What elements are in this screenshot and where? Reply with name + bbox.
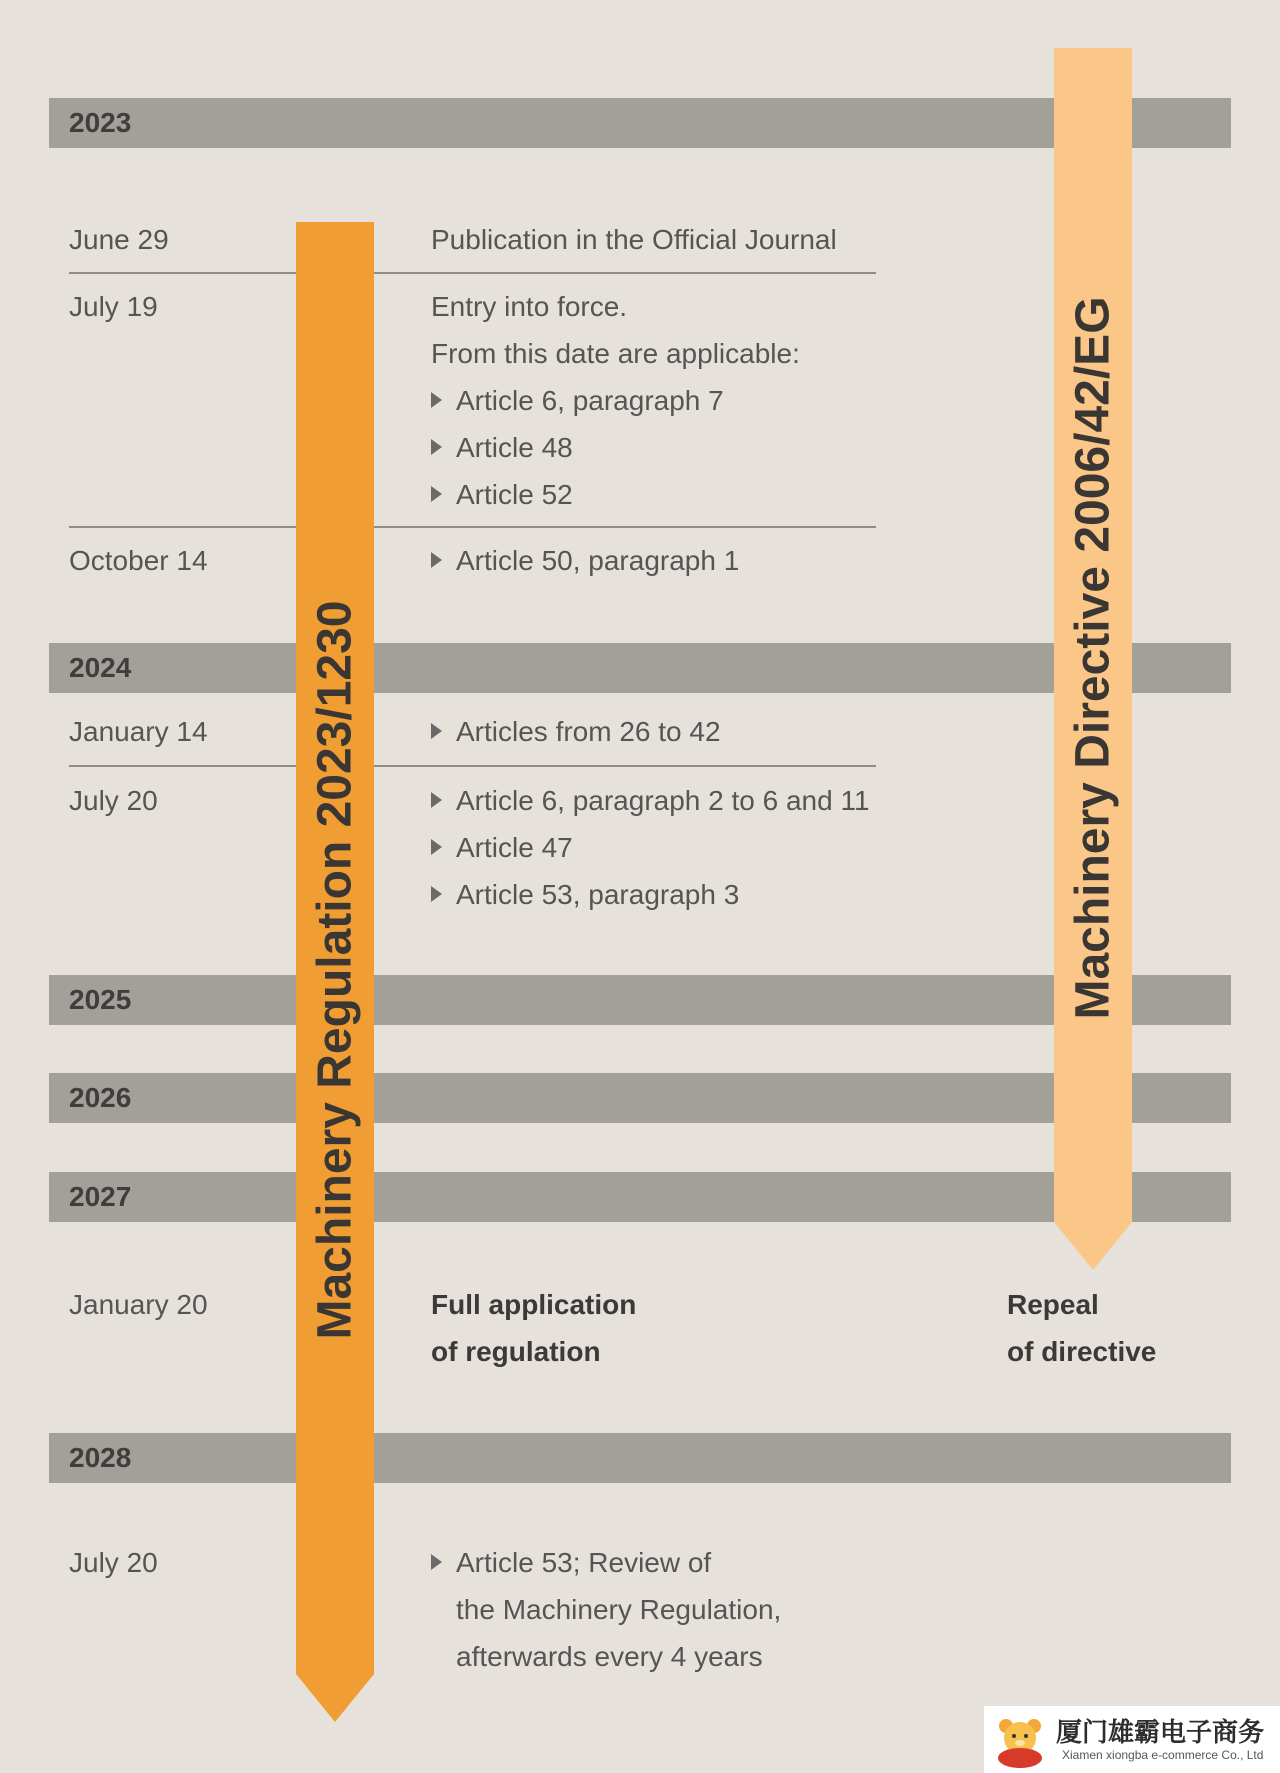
event-date: June 29 (69, 224, 169, 255)
triangle-bullet-icon (431, 486, 442, 502)
year-label: 2025 (69, 984, 132, 1015)
bullet-text: Article 53, paragraph 3 (456, 879, 740, 910)
directive-milestone: Repeal (1007, 1289, 1099, 1320)
triangle-bullet-icon (431, 552, 442, 568)
separator-line (69, 526, 296, 528)
separator-line (374, 272, 876, 274)
watermark-company-cn: 厦门雄霸电子商务 (1056, 1717, 1265, 1747)
bullet-item (431, 545, 739, 577)
directive-milestone: of directive (1007, 1336, 1157, 1367)
watermark-logo (984, 1706, 1280, 1773)
regulation-milestone: of regulation (431, 1336, 601, 1367)
bullet-continuation: afterwards every 4 years (456, 1641, 763, 1672)
year-label: 2027 (69, 1181, 132, 1212)
year-label: 2028 (69, 1442, 132, 1473)
regulation-milestone: Full application (431, 1289, 637, 1320)
triangle-bullet-icon (431, 723, 442, 739)
bear-mascot-icon (992, 1714, 1048, 1768)
triangle-bullet-icon (431, 392, 442, 408)
event-date: October 14 (69, 545, 208, 576)
event-text: Entry into force. (431, 291, 628, 322)
year-bar-2023 (49, 98, 1231, 148)
directive-title: Machinery Directive 2006/42/EG (1066, 296, 1120, 1020)
year-label: 2023 (69, 107, 132, 138)
year-bar-2026 (49, 1073, 1231, 1123)
bullet-text: Articles from 26 to 42 (456, 716, 721, 747)
triangle-bullet-icon (431, 1554, 442, 1570)
bullet-item (431, 1547, 711, 1579)
bullet-item (431, 832, 573, 864)
watermark-company-en: Xiamen xiongba e-commerce Co., Ltd (1062, 1748, 1264, 1762)
triangle-bullet-icon (431, 886, 442, 902)
bullet-continuation: the Machinery Regulation, (456, 1594, 782, 1625)
year-label: 2026 (69, 1082, 132, 1113)
triangle-bullet-icon (431, 839, 442, 855)
triangle-bullet-icon (431, 439, 442, 455)
bullet-text: Article 50, paragraph 1 (456, 545, 740, 576)
bullet-item (431, 879, 739, 911)
triangle-bullet-icon (431, 792, 442, 808)
bullet-item (431, 785, 870, 817)
year-bar-2028 (49, 1433, 1231, 1483)
bullet-item (431, 385, 724, 417)
year-label: 2024 (69, 652, 132, 683)
bullet-item (431, 479, 573, 511)
separator-line (69, 765, 296, 767)
event-date: January 14 (69, 716, 208, 747)
bullet-item (431, 432, 573, 464)
separator-line (374, 526, 876, 528)
bullet-text: Article 53; Review of (456, 1547, 712, 1578)
bullet-text: Article 6, paragraph 2 to 6 and 11 (456, 785, 870, 816)
year-bar-2025 (49, 975, 1231, 1025)
event-date: July 20 (69, 785, 158, 816)
event-date: July 20 (69, 1547, 158, 1578)
event-text: From this date are applicable: (431, 338, 800, 369)
separator-line (374, 765, 876, 767)
bullet-item (431, 716, 721, 748)
year-bar-2024 (49, 643, 1231, 693)
regulation-title: Machinery Regulation 2023/1230 (308, 600, 362, 1340)
bullet-text: Article 6, paragraph 7 (456, 385, 724, 416)
bullet-text: Article 48 (456, 432, 573, 463)
bullet-text: Article 47 (456, 832, 573, 863)
event-text: Publication in the Official Journal (431, 224, 837, 255)
separator-line (69, 272, 296, 274)
event-date: January 20 (69, 1289, 208, 1320)
event-date: July 19 (69, 291, 158, 322)
bullet-text: Article 52 (456, 479, 573, 510)
year-bar-2027 (49, 1172, 1231, 1222)
